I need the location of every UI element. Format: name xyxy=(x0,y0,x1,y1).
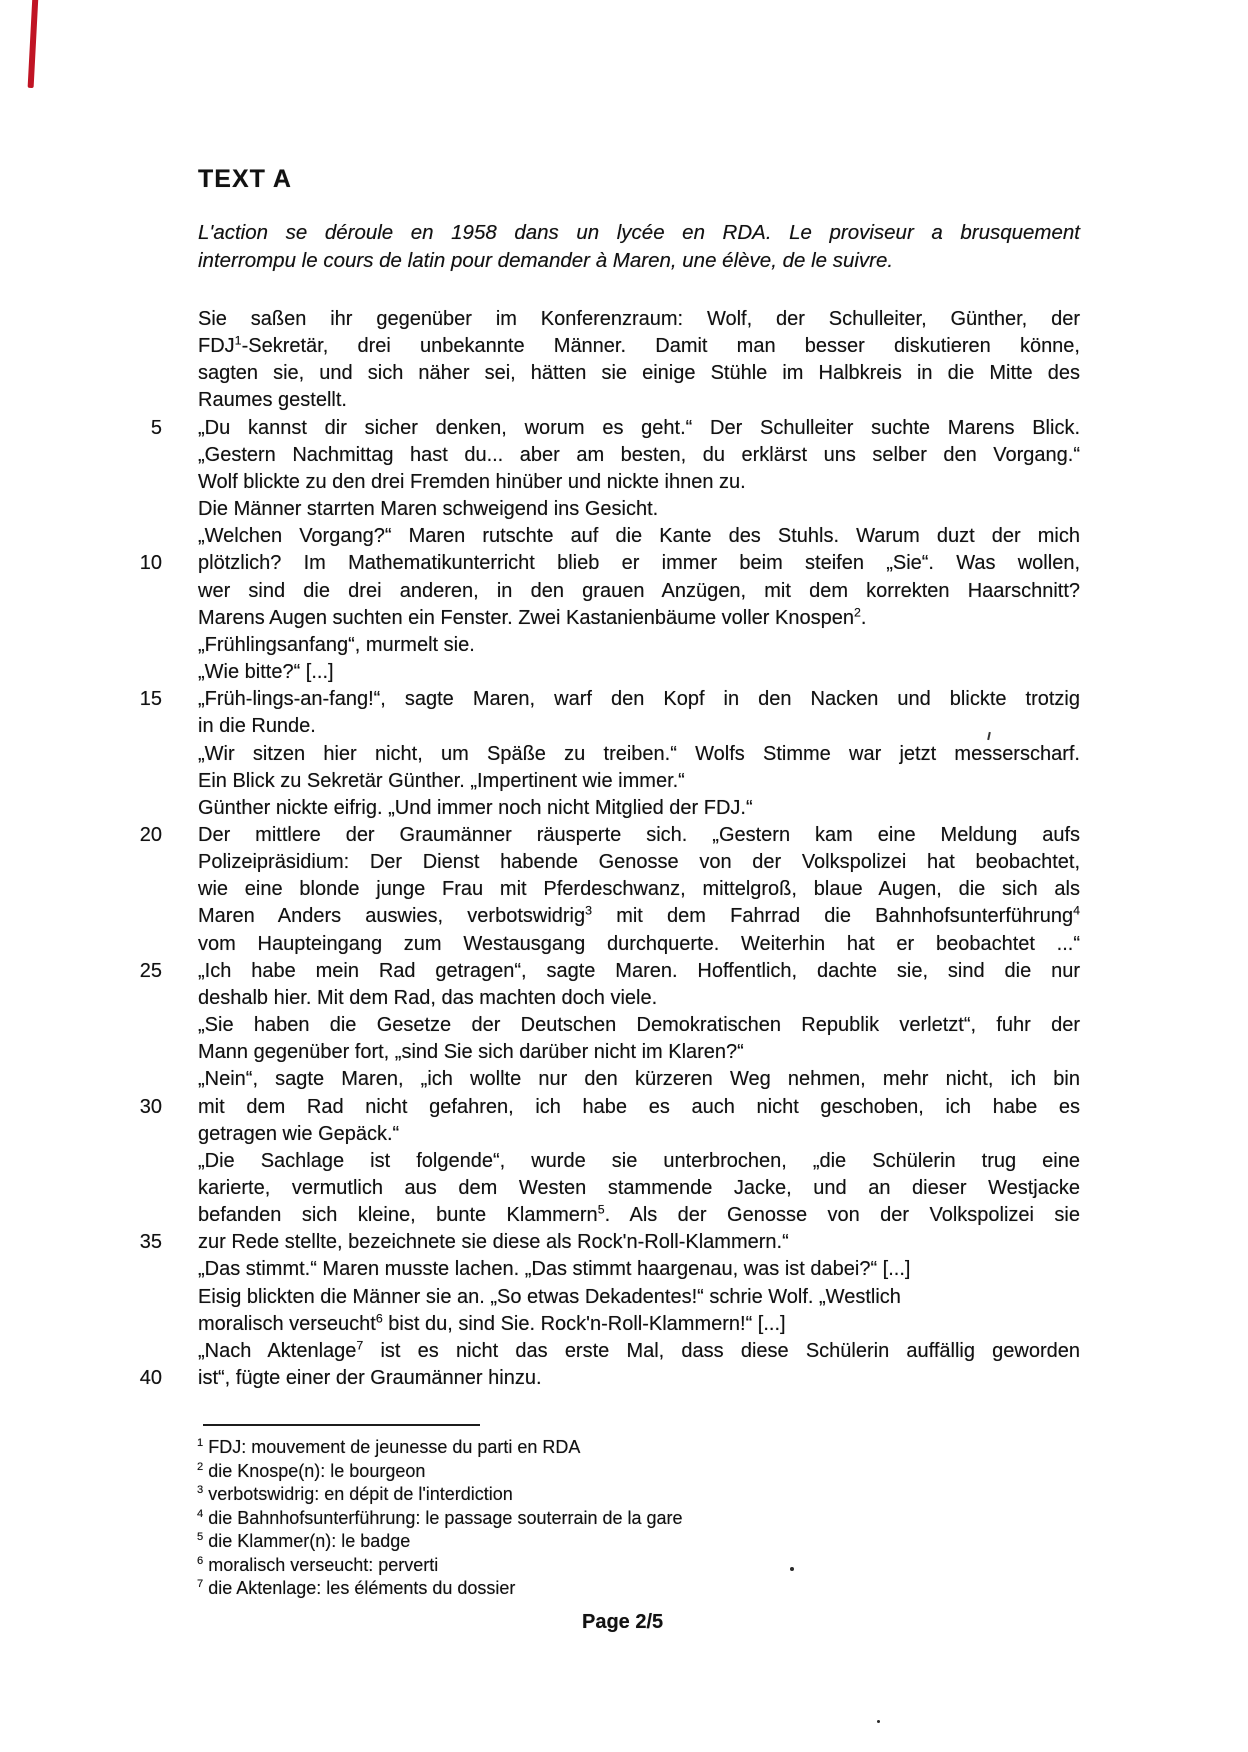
line-number: 5 xyxy=(150,416,162,439)
text-line xyxy=(118,360,1080,387)
footnote-separator xyxy=(203,1424,480,1426)
line-number xyxy=(118,1175,162,1202)
footnote-text: moralisch verseucht: perverti xyxy=(208,1554,439,1575)
text-line xyxy=(118,1202,1080,1229)
text-line xyxy=(118,659,1080,686)
text-line xyxy=(118,306,1080,333)
footnote-item xyxy=(197,1436,1017,1460)
text-line xyxy=(118,1365,1080,1392)
footnote-item xyxy=(197,1577,1017,1601)
line-text: vom Haupteingang zum Westausgang durchquerte. Weiterhin hat er beobachtet ...“ xyxy=(198,932,1080,955)
text-line xyxy=(118,931,1080,958)
text-line xyxy=(118,550,1080,577)
text-line xyxy=(118,686,1080,713)
line-number xyxy=(118,605,162,632)
line-text: „Ich habe mein Rad getragen“, sagte Maren. Hoffentlich, dachte sie, sind die nur xyxy=(198,959,1080,982)
line-text: Mann gegenüber fort, „sind Sie sich darüber nicht im Klaren?“ xyxy=(198,1041,744,1064)
footnote-marker: 4 xyxy=(197,1507,204,1520)
line-number: 10 xyxy=(139,552,162,575)
footnote-marker: 1 xyxy=(197,1437,204,1449)
text-line xyxy=(118,1256,1080,1283)
line-number xyxy=(118,333,162,360)
text-line xyxy=(118,876,1080,903)
text-line xyxy=(118,1338,1080,1365)
footnote-marker: 6 xyxy=(197,1554,204,1567)
scan-artifact-dot xyxy=(877,1720,880,1723)
footnote-marker: 3 xyxy=(197,1484,204,1496)
footnote-item xyxy=(197,1507,1017,1531)
line-number xyxy=(118,1338,162,1365)
line-text: FDJ$^1$-Sekretär, drei unbekannte Männer. Damit man besser diskutieren könne, xyxy=(198,333,1080,358)
red-pen-mark-artifact xyxy=(28,0,39,88)
text-line xyxy=(118,387,1080,414)
footnote-marker: 5 xyxy=(197,1531,204,1543)
line-number: 40 xyxy=(139,1367,162,1390)
text-line xyxy=(118,523,1080,550)
line-text: „Die Sachlage ist folgende“, wurde sie unterbrochen, „die Schülerin trug eine xyxy=(198,1149,1080,1172)
line-text: Polizeipräsidium: Der Dienst habende Genosse von der Volkspolizei hat beobachtet, xyxy=(198,851,1080,874)
line-number xyxy=(118,1202,162,1229)
line-number xyxy=(118,1066,162,1093)
footnote-text: FDJ: mouvement de jeunesse du parti en RDA xyxy=(208,1437,581,1457)
text-line xyxy=(118,795,1080,822)
line-text: moralisch verseucht$^6$ bist du, sind Sie. Rock'n-Roll-Klammern!“ [...] xyxy=(198,1311,786,1335)
text-line xyxy=(118,578,1080,605)
line-number xyxy=(118,1012,162,1039)
line-number xyxy=(118,1311,162,1338)
line-text: in die Runde. xyxy=(198,715,316,738)
text-line xyxy=(118,1229,1080,1256)
footnote-marker: 7 xyxy=(197,1578,204,1590)
line-text: wer sind die drei anderen, in den grauen Anzügen, mit dem korrekten Haarschnitt? xyxy=(198,579,1080,602)
line-text: Sie saßen ihr gegenüber im Konferenzraum: Wolf, der Schulleiter, Günther, der xyxy=(198,308,1080,330)
line-text: Der mittlere der Graumänner räusperte sich. „Gestern kam eine Meldung aufs xyxy=(198,823,1080,846)
line-number xyxy=(118,931,162,958)
line-text: getragen wie Gepäck.“ xyxy=(198,1122,400,1145)
line-text: Die Männer starrten Maren schweigend ins Gesicht. xyxy=(198,498,659,521)
line-number xyxy=(118,768,162,795)
line-text: „Wie bitte?“ [...] xyxy=(198,661,334,684)
line-number xyxy=(118,741,162,768)
line-text: Marens Augen suchten ein Fenster. Zwei Kastanienbäume voller Knospen$^2$. xyxy=(198,605,867,629)
footnote-item xyxy=(197,1460,1017,1484)
line-number xyxy=(118,632,162,659)
line-text: karierte, vermutlich aus dem Westen stammende Jacke, und an dieser Westjacke xyxy=(198,1177,1080,1199)
line-text: „Gestern Nachmittag hast du... aber am besten, du erklärst uns selber den Vorgang.“ xyxy=(198,443,1080,466)
text-line xyxy=(118,1066,1080,1093)
scan-artifact-dot xyxy=(790,1567,794,1571)
line-text: plötzlich? Im Mathematikunterricht blieb er immer beim steifen „Sie“. Was wollen, xyxy=(198,552,1080,575)
line-number xyxy=(118,795,162,822)
line-text: Wolf blickte zu den drei Fremden hinüber und nickte ihnen zu. xyxy=(198,470,746,493)
intro-line: L'action se déroule en 1958 dans un lycée en RDA. Le proviseur a brusquement xyxy=(198,221,1080,244)
line-text: „Nach Aktenlage$^7$ ist es nicht das erste Mal, dass diese Schülerin auffällig geworden xyxy=(198,1338,1080,1362)
page-title: TEXT A xyxy=(198,165,292,193)
line-number xyxy=(118,1256,162,1283)
line-text: deshalb hier. Mit dem Rad, das machten doch viele. xyxy=(198,986,658,1009)
text-line xyxy=(118,822,1080,849)
line-number: 15 xyxy=(139,688,162,711)
text-line xyxy=(118,1175,1080,1202)
text-line xyxy=(118,1039,1080,1066)
line-text: „Das stimmt.“ Maren musste lachen. „Das stimmt haargenau, was ist dabei?“ [...] xyxy=(198,1258,911,1281)
footnote-text: verbotswidrig: en dépit de l'interdiction xyxy=(208,1484,513,1504)
line-text: Günther nickte eifrig. „Und immer noch nicht Mitglied der FDJ.“ xyxy=(198,796,753,819)
text-line xyxy=(118,415,1080,442)
line-text: „Wir sitzen hier nicht, um Späße zu treiben.“ Wolfs Stimme war jetzt messerscharf. xyxy=(198,742,1080,765)
text-line xyxy=(118,442,1080,469)
line-text: sagten sie, und sich näher sei, hätten sie einige Stühle im Halbkreis in die Mitte des xyxy=(198,362,1080,385)
intro-paragraph xyxy=(198,219,1080,274)
line-text: „Du kannst dir sicher denken, worum es geht.“ Der Schulleiter suchte Marens Blick. xyxy=(198,416,1080,439)
text-body xyxy=(118,306,1080,1392)
footnote-text: die Knospe(n): le bourgeon xyxy=(208,1460,426,1481)
line-number xyxy=(118,523,162,550)
line-number: 25 xyxy=(139,959,162,982)
line-number xyxy=(118,360,162,387)
line-number xyxy=(118,903,162,930)
line-number xyxy=(118,469,162,496)
line-number xyxy=(118,985,162,1012)
text-line xyxy=(118,1284,1080,1311)
line-number xyxy=(118,1148,162,1175)
page-number: Page 2/5 xyxy=(582,1611,664,1633)
text-line xyxy=(118,1121,1080,1148)
text-line xyxy=(118,768,1080,795)
text-line xyxy=(118,496,1080,523)
line-number xyxy=(118,1121,162,1148)
line-text: „Früh-lings-an-fang!“, sagte Maren, warf den Kopf in den Nacken und blickte trotzig xyxy=(198,688,1080,711)
line-number xyxy=(118,496,162,523)
line-text: mit dem Rad nicht gefahren, ich habe es auch nicht geschoben, ich habe es xyxy=(198,1095,1080,1118)
line-number: 20 xyxy=(139,823,162,846)
line-text: Ein Blick zu Sekretär Günther. „Impertinent wie immer.“ xyxy=(198,769,685,792)
text-line xyxy=(118,469,1080,496)
line-text: Raumes gestellt. xyxy=(198,389,347,412)
line-text: wie eine blonde junge Frau mit Pferdeschwanz, mittelgroß, blaue Augen, die sich als xyxy=(198,878,1080,901)
line-text: zur Rede stellte, bezeichnete sie diese als Rock'n-Roll-Klammern.“ xyxy=(198,1231,789,1254)
text-line xyxy=(118,849,1080,876)
footnotes xyxy=(197,1436,1017,1601)
text-line xyxy=(118,985,1080,1012)
line-number xyxy=(118,876,162,903)
text-line xyxy=(118,333,1080,360)
line-text: „Nein“, sagte Maren, „ich wollte nur den kürzeren Weg nehmen, mehr nicht, ich bin xyxy=(198,1068,1080,1091)
text-line xyxy=(118,1094,1080,1121)
line-number xyxy=(118,578,162,605)
line-number xyxy=(118,659,162,686)
text-line xyxy=(118,1311,1080,1338)
line-number xyxy=(118,849,162,876)
line-text: ist“, fügte einer der Graumänner hinzu. xyxy=(198,1367,542,1390)
footnote-text: die Bahnhofsunterführung: le passage souterrain de la gare xyxy=(208,1507,683,1528)
text-line xyxy=(118,713,1080,740)
footnote-text: die Aktenlage: les éléments du dossier xyxy=(208,1578,516,1598)
text-line xyxy=(118,605,1080,632)
line-number xyxy=(118,442,162,469)
line-number: 35 xyxy=(139,1231,162,1254)
line-text: befanden sich kleine, bunte Klammern$^5$. Als der Genosse von der Volkspolizei sie xyxy=(198,1202,1080,1227)
text-line xyxy=(118,1012,1080,1039)
line-number xyxy=(118,306,162,333)
text-line xyxy=(118,632,1080,659)
line-number xyxy=(118,713,162,740)
line-number xyxy=(118,387,162,414)
intro-line: interrompu le cours de latin pour demander à Maren, une élève, de le suivre. xyxy=(198,248,894,272)
footnote-item xyxy=(197,1530,1017,1554)
footnote-item xyxy=(197,1554,1017,1578)
text-line xyxy=(118,958,1080,985)
line-text: „Sie haben die Gesetze der Deutschen Demokratischen Republik verletzt“, fuhr der xyxy=(198,1014,1080,1037)
footnote-text: die Klammer(n): le badge xyxy=(208,1531,411,1551)
text-line xyxy=(118,741,1080,768)
line-text: „Frühlingsanfang“, murmelt sie. xyxy=(198,633,475,656)
line-text: „Welchen Vorgang?“ Maren rutschte auf die Kante des Stuhls. Warum duzt der mich xyxy=(198,525,1080,548)
line-number: 30 xyxy=(139,1095,162,1118)
text-line xyxy=(118,1148,1080,1175)
line-number xyxy=(118,1284,162,1311)
line-text: Maren Anders auswies, verbotswidrig$^3$ mit dem Fahrrad die Bahnhofsunterführung$^4$ xyxy=(198,903,1080,928)
line-text: Eisig blickten die Männer sie an. „So etwas Dekadentes!“ schrie Wolf. „Westlich xyxy=(198,1285,901,1308)
footnote-marker: 2 xyxy=(197,1460,204,1473)
line-number xyxy=(118,1039,162,1066)
text-line xyxy=(118,903,1080,930)
footnote-item xyxy=(197,1483,1017,1507)
